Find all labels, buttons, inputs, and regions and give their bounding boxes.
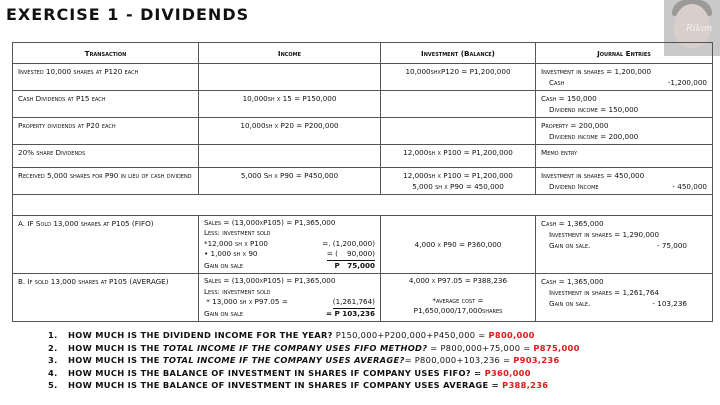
question-item <box>48 354 580 367</box>
spacer <box>386 287 530 296</box>
journal-amount: -1,200,000 <box>667 78 707 87</box>
journal-line <box>541 77 707 88</box>
income-amount: =. (1,200,000) <box>322 238 375 248</box>
income-amount: P 75,000 <box>334 260 375 270</box>
income-line <box>204 249 375 260</box>
questions-list <box>48 329 580 392</box>
cell-income <box>199 216 381 274</box>
journal-line: Investment in shares = 1,261,764 <box>549 288 660 298</box>
header-investment: Investment (Balance) <box>381 43 536 64</box>
table-header-row <box>13 43 713 64</box>
cell-journal <box>536 64 713 91</box>
question-text: HOW MUCH IS THE BALANCE OF INVESTMENT IN SHARES IF COMPANY USES FIFO? = <box>68 367 485 378</box>
question-number: 3. <box>48 355 58 366</box>
income-line: Sales = (13,000xP105) = P1,365,000 <box>204 276 336 286</box>
question-item <box>48 367 580 380</box>
income-line <box>204 239 375 249</box>
cell-investment <box>381 91 536 118</box>
question-text: HOW MUCH IS THE BALANCE OF INVESTMENT IN SHARES IF COMPANY USES AVERAGE = <box>68 380 503 391</box>
cell-investment: 12,000sh x P100 = P1,200,000 <box>381 145 536 168</box>
header-transaction: Transaction <box>13 43 199 64</box>
question-answer: P800,000 <box>488 330 535 340</box>
question-number: 2. <box>48 342 58 353</box>
journal-line: Investment in shares = 1,200,000 <box>541 67 652 76</box>
income-line <box>204 261 375 271</box>
income-line <box>204 297 375 309</box>
journal-line: Dividend income = 200,000 <box>549 132 639 141</box>
journal-line <box>541 240 707 251</box>
investment-line: 5,000 sh x P90 = 450,000 <box>412 182 504 191</box>
table-row <box>13 274 713 322</box>
cell-income: 10,000sh x P20 = P200,000 <box>199 118 381 145</box>
income-label: • 1,000 sh x 90 <box>204 249 258 259</box>
journal-account: Gain on sale. <box>549 241 591 250</box>
cell-transaction: Cash Dividends at P15 each <box>13 91 199 118</box>
income-label: Gain on sale <box>204 308 244 318</box>
income-line: Less: investment sold <box>204 286 271 296</box>
journal-account: Dividend Income <box>549 182 599 191</box>
question-answer: P903,236 <box>513 355 560 366</box>
journal-line <box>541 181 707 192</box>
question-item <box>48 329 580 342</box>
table-row <box>13 64 713 91</box>
cell-income <box>199 64 381 91</box>
cell-journal <box>536 118 713 145</box>
journal-amount: - 75,000 <box>656 241 687 250</box>
dividends-table <box>12 42 713 322</box>
question-answer: P875,000 <box>533 342 580 353</box>
question-italic-text: TOTAL INCOME IF THE COMPANY USES AVERAGE? <box>162 355 405 366</box>
question-answer: P360,000 <box>484 367 531 378</box>
question-number: 4. <box>48 367 58 378</box>
table-row <box>13 168 713 195</box>
journal-line: Property = 200,000 <box>541 121 609 130</box>
table-row <box>13 216 713 274</box>
investment-line: 4,000 x P97.05 = P388,236 <box>408 276 508 286</box>
cell-transaction: Received 5,000 shares for P90 in lieu of cash dividend <box>13 168 199 195</box>
question-answer: P388,236 <box>502 380 549 391</box>
question-calculation: = P800,000+103,236 = <box>404 355 514 366</box>
journal-line: Cash = 1,365,000 <box>541 277 604 287</box>
question-item <box>48 379 580 392</box>
journal-line: Cash = 150,000 <box>541 94 597 103</box>
income-line <box>204 309 375 320</box>
journal-line: Dividend income = 150,000 <box>549 105 639 114</box>
table-row <box>13 91 713 118</box>
cell-investment <box>381 168 536 195</box>
question-calculation: = P800,000+75,000 = <box>427 342 534 353</box>
cell-investment: 10,000shxP120 = P1,200,000 <box>381 64 536 91</box>
journal-account: Cash <box>549 78 565 87</box>
question-number: 5. <box>48 380 58 391</box>
journal-amount: - 450,000 <box>672 182 707 191</box>
table-row <box>13 118 713 145</box>
empty-cell <box>13 195 713 216</box>
cell-journal <box>536 274 713 322</box>
cell-journal <box>536 216 713 274</box>
cell-journal <box>536 91 713 118</box>
investment-line: P1,650,000/17,000shares <box>413 306 503 316</box>
journal-line <box>541 298 707 309</box>
income-label: Gain on sale <box>204 260 244 270</box>
question-calculation: P150,000+P200,000+P450,000 = <box>332 330 489 340</box>
cell-transaction: Property dividends at P20 each <box>13 118 199 145</box>
journal-account: Gain on sale. <box>549 299 591 309</box>
question-item <box>48 342 580 355</box>
journal-line: Cash = 1,365,000 <box>541 219 604 228</box>
income-amount: = P 103,236 <box>325 308 375 318</box>
cell-transaction: A. IF Sold 13,000 shares at P105 (FIFO) <box>13 216 199 274</box>
question-text: HOW MUCH IS THE DIVIDEND INCOME FOR THE YEAR? <box>68 330 333 340</box>
cell-investment <box>381 118 536 145</box>
journal-amount: - 103,236 <box>652 299 687 309</box>
income-line: Sales = (13,000xP105) = P1,365,000 <box>204 218 336 227</box>
question-text: HOW MUCH IS THE <box>68 355 163 366</box>
question-text: HOW MUCH IS THE <box>68 342 163 353</box>
table-row <box>13 145 713 168</box>
journal-line: Investment in shares = 1,290,000 <box>549 230 660 239</box>
question-italic-text: TOTAL INCOME IF THE COMPANY USES FIFO METHOD? <box>162 342 428 353</box>
cell-investment: 4,000 x P90 = P360,000 <box>381 216 536 274</box>
cell-transaction: Invested 10,000 shares at P120 each <box>13 64 199 91</box>
empty-row <box>13 195 713 216</box>
page-title: EXERCISE 1 - DIVIDENDS <box>6 5 250 24</box>
income-label: *12,000 sh x P100 <box>204 238 269 248</box>
investment-line: *average cost = <box>432 295 484 305</box>
signature-watermark: Rikon <box>686 24 713 34</box>
cell-income <box>199 145 381 168</box>
income-amount: = ( 90,000) <box>327 249 375 260</box>
income-line: Less: investment sold <box>204 228 271 238</box>
income-amount: (1,261,764) <box>333 297 375 309</box>
investment-line: 12,000sh x P100 = P1,200,000 <box>403 171 513 180</box>
cell-income: 5,000 Sh x P90 = P450,000 <box>199 168 381 195</box>
cell-income <box>199 274 381 322</box>
cell-transaction: 20% share Dividends <box>13 145 199 168</box>
cell-journal: Memo entry <box>536 145 713 168</box>
cell-income: 10,000sh x 15 = P150,000 <box>199 91 381 118</box>
question-number: 1. <box>48 330 58 340</box>
journal-line: Investment in shares = 450,000 <box>541 171 645 180</box>
header-income: Income <box>199 43 381 64</box>
header-journal: Journal Entries <box>536 43 713 64</box>
income-label: * 13,000 sh x P97.05 = <box>204 297 288 307</box>
cell-journal <box>536 168 713 195</box>
cell-investment <box>381 274 536 322</box>
cell-transaction: B. If sold 13,000 shares at P105 (AVERAGE) <box>13 274 199 322</box>
